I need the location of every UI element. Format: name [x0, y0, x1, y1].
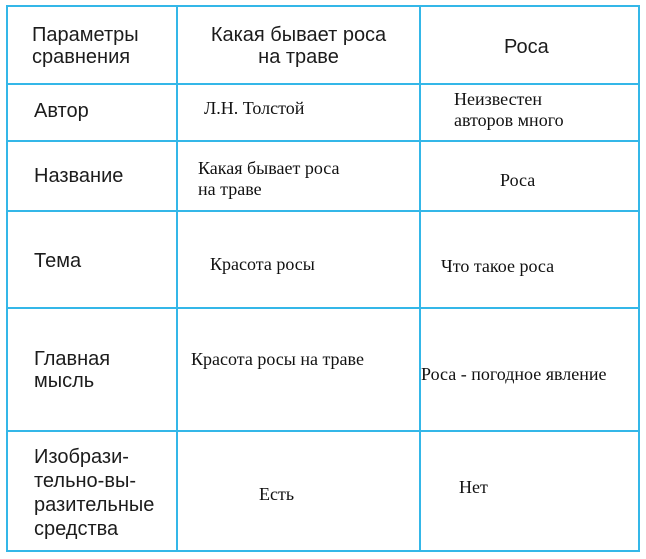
row-param-expressive-means: [34, 445, 154, 541]
header-line: на траве: [258, 46, 339, 68]
row-title-col3: [500, 170, 535, 191]
param-line: Главная: [34, 348, 111, 370]
header-line: сравнения: [32, 46, 131, 68]
row-divider: [8, 307, 638, 309]
row-param-author: [34, 100, 89, 122]
row-divider: [8, 140, 638, 142]
param-line: Изобрази-: [34, 446, 129, 468]
cell-line: Нет: [459, 477, 488, 497]
header-line: Роса: [504, 36, 549, 58]
cell-line: авторов много: [454, 110, 564, 130]
header-story-title: [178, 24, 419, 68]
row-divider: [8, 210, 638, 212]
column-divider: [419, 7, 421, 550]
param-line: мысль: [34, 370, 95, 392]
param-line: Автор: [34, 100, 89, 122]
cell-line: Роса - погодное явление: [421, 364, 607, 384]
row-expressive-col2: [259, 484, 294, 505]
cell-line: Есть: [259, 484, 295, 504]
row-author-col3: [454, 89, 564, 131]
row-theme-col3: [441, 256, 554, 277]
cell-line: Роса: [500, 170, 536, 190]
cell-line: Что такое роса: [441, 256, 555, 276]
header-line: Параметры: [32, 24, 139, 46]
param-line: средства: [34, 518, 119, 540]
row-param-title: [34, 165, 123, 187]
row-divider: [8, 430, 638, 432]
row-main-idea-col2: [191, 349, 364, 370]
column-divider: [176, 7, 178, 550]
row-param-main-idea: [34, 348, 110, 392]
param-line: Название: [34, 165, 124, 187]
row-author-col2: [204, 98, 304, 119]
row-title-col2: [198, 158, 340, 200]
cell-line: Л.Н. Толстой: [204, 98, 305, 118]
cell-line: на траве: [198, 179, 262, 199]
param-line: разительные: [34, 494, 155, 516]
header-dew: [504, 36, 549, 58]
param-line: тельно-вы-: [34, 470, 136, 492]
comparison-table: [6, 5, 640, 552]
header-line: Какая бывает роса: [210, 24, 387, 46]
cell-line: Красота росы: [210, 254, 315, 274]
row-param-theme: [34, 250, 81, 272]
row-divider: [8, 83, 638, 85]
row-theme-col2: [210, 254, 315, 275]
cell-line: Какая бывает роса: [198, 158, 340, 178]
cell-line: Красота росы на траве: [191, 349, 364, 369]
cell-line: Неизвестен: [454, 89, 543, 109]
header-parameters: [32, 24, 139, 68]
row-main-idea-col3: [421, 364, 607, 385]
param-line: Тема: [34, 250, 82, 272]
row-expressive-col3: [459, 477, 488, 498]
